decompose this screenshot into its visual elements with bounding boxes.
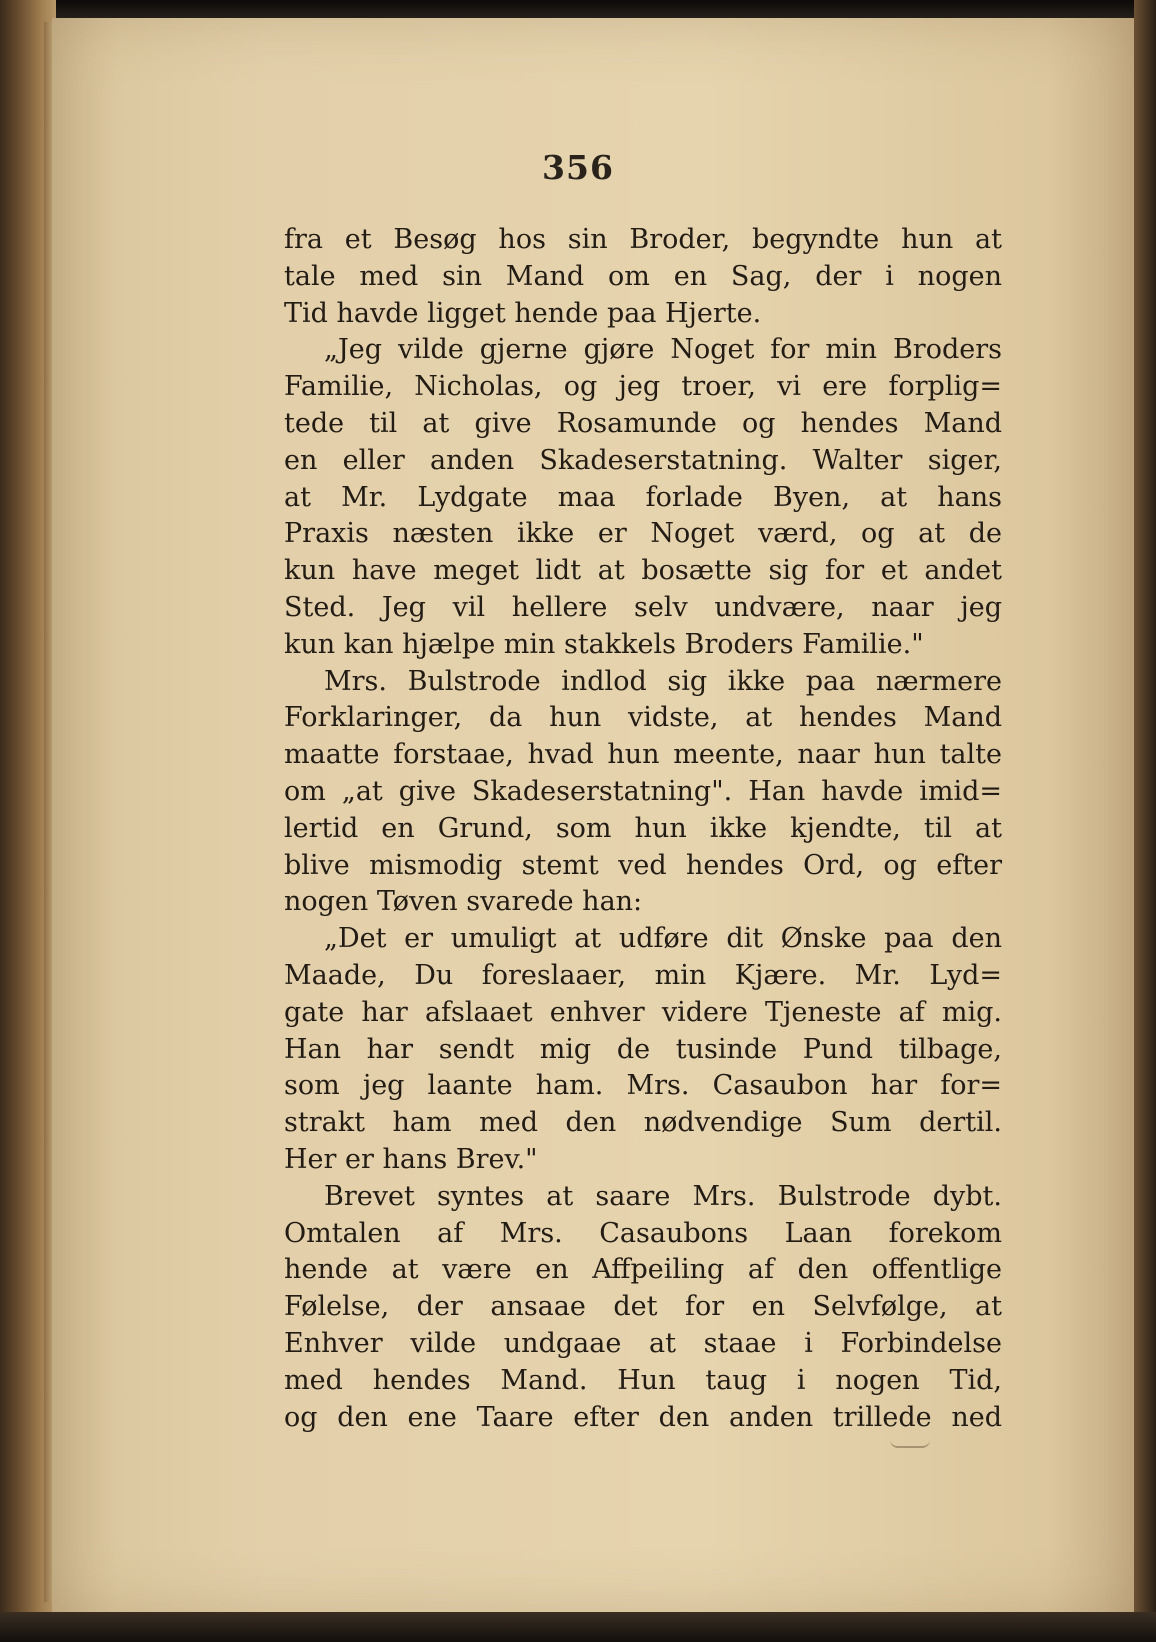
- text-line: Forklaringer, da hun vidste, at hendes Mand: [284, 702, 1002, 734]
- text-line: blive mismodig stemt ved hendes Ord, og efter: [284, 849, 1002, 881]
- text-line: Mrs. Bulstrode indlod sig ikke paa nærmere: [324, 665, 1002, 697]
- text-line: Maade, Du foreslaaer, min Kjære. Mr. Lyd=: [284, 959, 1002, 991]
- text-line: tale med sin Mand om en Sag, der i nogen: [284, 260, 1002, 292]
- text-line: og den ene Taare efter den anden trillede ned: [284, 1401, 1002, 1433]
- text-line: hende at være en Affpeiling af den offentlige: [284, 1254, 1002, 1286]
- text-line: strakt ham med den nødvendige Sum dertil.: [284, 1107, 1002, 1139]
- text-line: nogen Tøven svarede han:: [284, 886, 643, 918]
- text-line: som jeg laante ham. Mrs. Casaubon har for=: [284, 1070, 1002, 1102]
- text-line: en eller anden Skadeserstatning. Walter siger,: [284, 444, 1002, 476]
- text-line: kun have meget lidt at bosætte sig for et andet: [284, 555, 1002, 587]
- text-line: med hendes Mand. Hun taug i nogen Tid,: [284, 1364, 1002, 1396]
- text-line: kun kan hjælpe min stakkels Broders Familie.": [284, 628, 924, 660]
- text-line: Han har sendt mig de tusinde Pund tilbage,: [284, 1033, 1002, 1065]
- text-line: Her er hans Brev.": [284, 1143, 538, 1175]
- text-line: Følelse, der ansaae det for en Selvfølge, at: [284, 1291, 1002, 1323]
- text-line: Sted. Jeg vil hellere selv undvære, naar jeg: [284, 591, 1002, 623]
- text-line: at Mr. Lydgate maa forlade Byen, at hans: [284, 481, 1002, 513]
- text-line: gate har afslaaet enhver videre Tjeneste af mig.: [284, 996, 1002, 1028]
- text-line: Familie, Nicholas, og jeg troer, vi ere forplig=: [284, 371, 1002, 403]
- text-line: om „at give Skadeserstatning". Han havde imid=: [284, 775, 1002, 807]
- text-line: Brevet syntes at saare Mrs. Bulstrode dybt.: [324, 1180, 1002, 1212]
- bottom-shadow: [0, 1612, 1156, 1642]
- text-line: tede til at give Rosamunde og hendes Mand: [284, 407, 1002, 439]
- text-line: Enhver vilde undgaae at staae i Forbindelse: [284, 1327, 1002, 1359]
- body-text: [284, 222, 1002, 1436]
- text-line: lertid en Grund, som hun ikke kjendte, til at: [284, 812, 1002, 844]
- text-line: Omtalen af Mrs. Casaubons Laan forekom: [284, 1217, 1002, 1249]
- text-line: „Jeg vilde gjerne gjøre Noget for min Broders: [324, 334, 1002, 366]
- text-line: Tid havde ligget hende paa Hjerte.: [284, 297, 762, 329]
- text-line: „Det er umuligt at udføre dit Ønske paa den: [324, 923, 1002, 955]
- text-line: fra et Besøg hos sin Broder, begyndte hun at: [284, 224, 1002, 255]
- page-number: 356: [542, 148, 614, 187]
- page-right-edge: [1134, 0, 1156, 1642]
- text-line: Praxis næsten ikke er Noget værd, og at de: [284, 518, 1002, 550]
- text-line: maatte forstaae, hvad hun meente, naar hun talte: [284, 739, 1002, 771]
- ink-smudge: [890, 1440, 930, 1448]
